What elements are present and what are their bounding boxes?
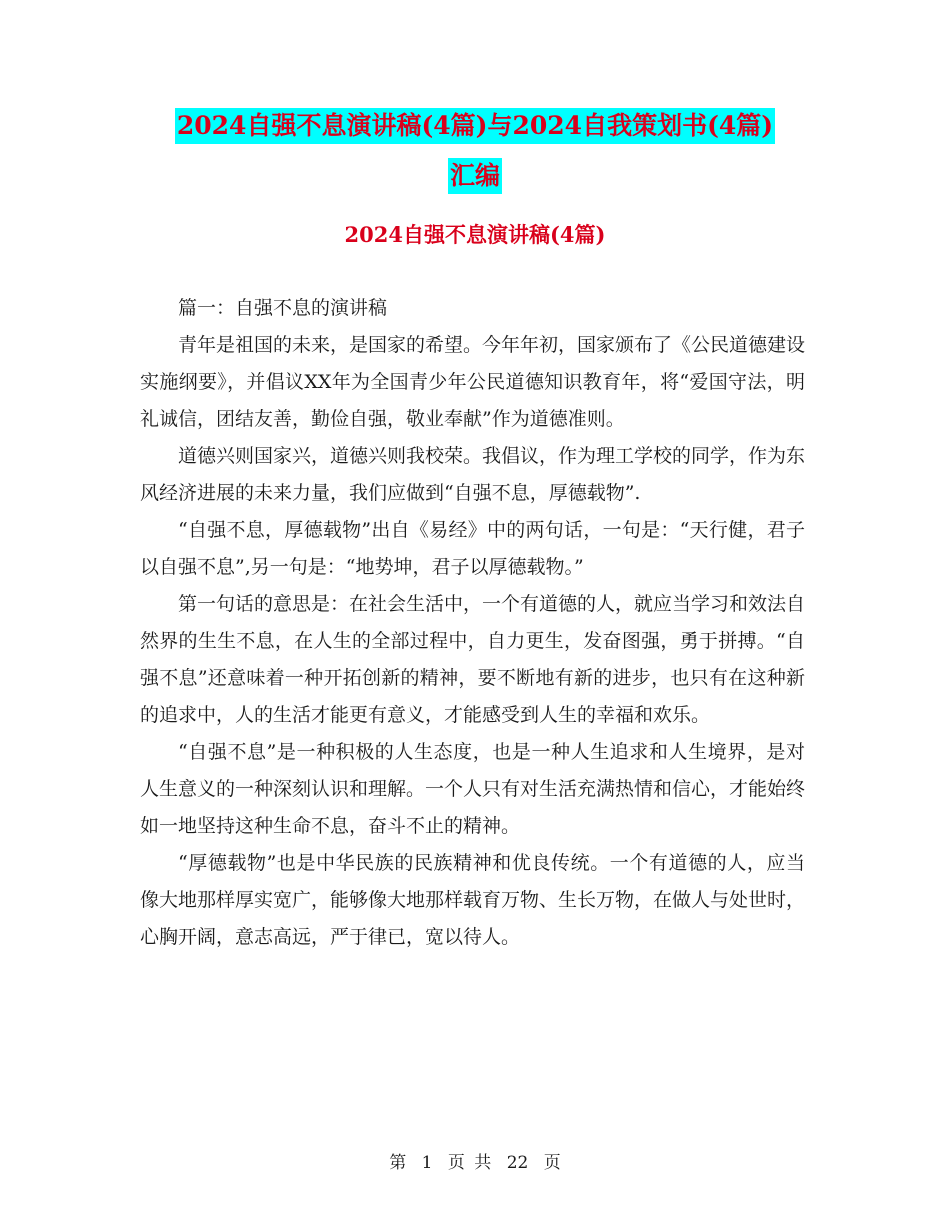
paragraph-6: “自强不息”是一种积极的人生态度，也是一种人生追求和人生境界，是对人生意义的一种深刻认识和理解。一个人只有对生活充满热情和信心，才能始终如一地坚持这种生命不息，奋斗不止的精神。 bbox=[140, 741, 806, 837]
paragraph-7: “厚德载物”也是中华民族的民族精神和优良传统。一个有道德的人，应当像大地那样厚实宽广，能够像大地那样载育万物、生长万物，在做人与处世时，心胸开阔，意志高远，严于律已，宽以待人。 bbox=[140, 852, 806, 948]
paragraph-5: 第一句话的意思是：在社会生活中，一个有道德的人，就应当学习和效法自然界的生生不息，在人生的全部过程中，自力更生，发奋图强，勇于拼搏。“自强不息”还意味着一种开拓创新的精神，要不断地有新的进步，也只有在这种新的追求中，人的生活才能更有意义，才能感受到人生的幸福和欢乐。 bbox=[140, 593, 806, 726]
page-footer bbox=[0, 1150, 950, 1176]
footer-page-suffix: 页 bbox=[543, 1153, 561, 1173]
footer-page-prefix: 第 bbox=[389, 1153, 407, 1173]
footer-page-number: 1 bbox=[421, 1153, 433, 1173]
footer-page-total: 22 bbox=[506, 1153, 529, 1173]
document-title bbox=[0, 108, 950, 194]
document-body bbox=[140, 290, 805, 956]
paragraph-1: 篇一：自强不息的演讲稿 bbox=[178, 297, 388, 319]
paragraph-4: “自强不息，厚德载物”出自《易经》中的两句话，一句是：“天行健，君子以自强不息”,另一句是：“地势坤，君子以厚德载物。” bbox=[140, 519, 805, 578]
section-title: 2024自强不息演讲稿(4篇) bbox=[344, 222, 606, 247]
paragraph-2: 青年是祖国的未来，是国家的希望。今年年初，国家颁布了《公民道德建设实施纲要》，并倡议XX年为全国青少年公民道德知识教育年，将“爱国守法，明礼诚信，团结友善，勤俭自强，敬业奉献”作为道德准则。 bbox=[140, 334, 806, 430]
footer-page-mid: 页 共 bbox=[447, 1153, 492, 1173]
paragraph-3: 道德兴则国家兴，道德兴则我校荣。我倡议，作为理工学校的同学，作为东风经济进展的未来力量，我们应做到“自强不息，厚德载物”. bbox=[140, 445, 806, 504]
document-title-line-2: 汇编 bbox=[448, 158, 502, 194]
document-title-line-1: 2024自强不息演讲稿(4篇)与2024自我策划书(4篇) bbox=[175, 108, 775, 144]
